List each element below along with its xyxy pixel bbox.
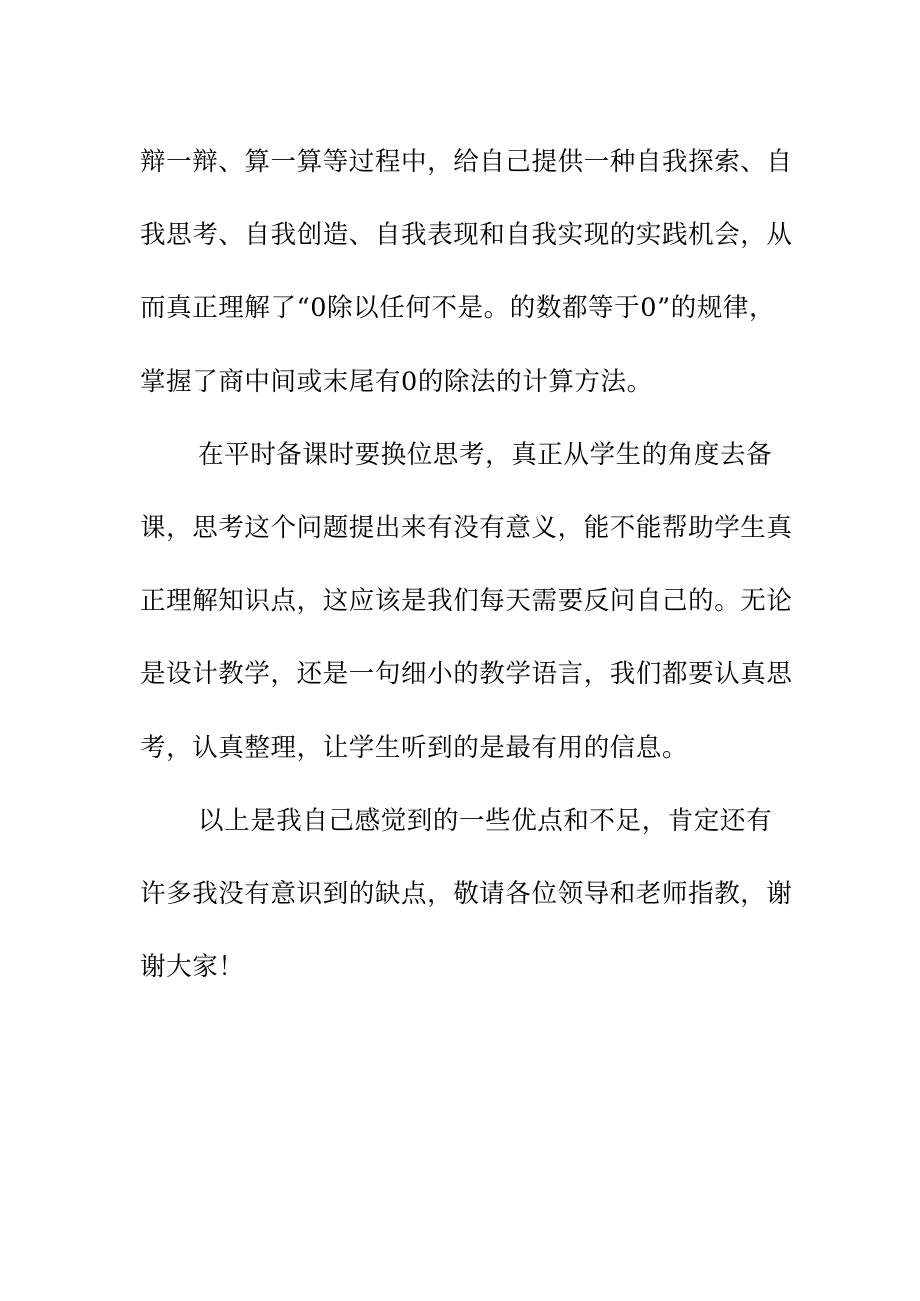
text-line: 在平时备课时要换位思考，真正从学生的角度去备: [198, 439, 773, 470]
text-line: 考，认真整理，让学生听到的是最有用的信息。: [140, 732, 689, 763]
text-line: 我思考、自我创造、自我表现和自我实现的实践机会，从: [140, 220, 793, 251]
text-line: 以上是我自己感觉到的一些优点和不足，肯定还有: [198, 805, 773, 836]
text-line: 是设计教学，还是一句细小的教学语言，我们都要认真思: [140, 659, 793, 690]
text-line: 正理解知识点，这应该是我们每天需要反问自己的。无论: [140, 586, 793, 617]
document-body: [140, 139, 793, 1017]
text-line: 掌握了商中间或末尾有0的除法的计算方法。: [140, 366, 653, 397]
text-line: 课，思考这个问题提出来有没有意义，能不能帮助学生真: [140, 512, 793, 543]
paragraph-1: [140, 139, 793, 432]
text-line: 而真正理解了“0除以任何不是。的数都等于0”的规律，: [140, 293, 776, 324]
text-line: 辩一辩、算一算等过程中，给自己提供一种自我探索、自: [140, 147, 793, 177]
paragraph-3: [140, 798, 793, 1018]
paragraph-2: [140, 432, 793, 798]
text-line: 谢大家！: [140, 952, 245, 983]
text-line: 许多我没有意识到的缺点，敬请各位领导和老师指教，谢: [140, 878, 793, 909]
